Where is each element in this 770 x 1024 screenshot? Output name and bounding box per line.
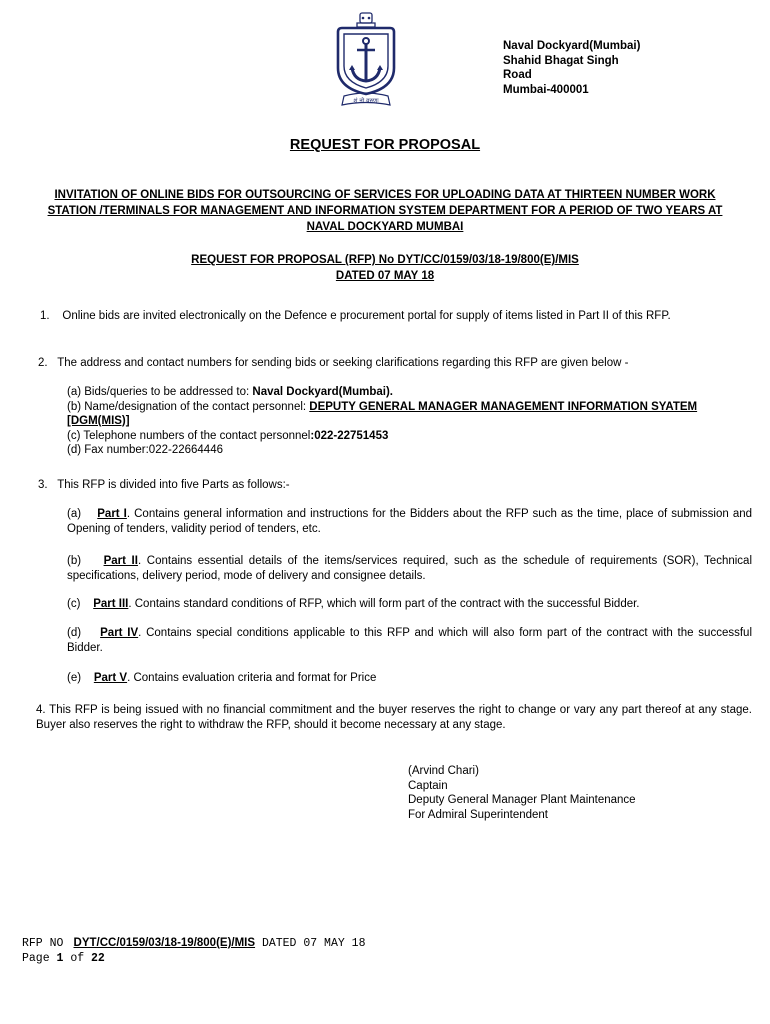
emblem-motto: शं नो वरुणः <box>353 97 379 105</box>
paragraph-number: 3. <box>38 479 48 491</box>
signatory-on-behalf: For Admiral Superintendent <box>408 808 548 821</box>
part-item-c: (c) Part III. Contains standard conditions of RFP, which will form part of the contract with the successful Bidder. <box>67 598 640 610</box>
address-line: Road <box>503 69 532 81</box>
part-item-a: (a) Part I. Contains general information and instructions for the Bidders about the RFP such as the time, place of submission and Opening of tenders, validity period of tenders, etc. <box>67 508 753 535</box>
paragraph-4: 4. This RFP is being issued with no financial commitment and the buyer reserves the right to change or vary any part thereof at any stage. Buyer also reserves the right to withdraw the RFP, should it become necessary at any stage. <box>36 704 752 731</box>
rfp-reference <box>0 252 770 284</box>
part-item-d: (d) Part IV. Contains special conditions applicable to this RFP and which will also form part of the contract with the successful Bidder. <box>67 627 752 654</box>
part-item-b: (b) Part II. Contains essential details of the items/services required, such as the schedule of requirements (SOR), Technical specifications, delivery period, mode of delivery and consignee details. <box>67 555 752 582</box>
address-line: Mumbai-400001 <box>503 83 589 96</box>
rfp-date: DATED 07 MAY 18 <box>335 270 435 282</box>
paragraph-1: 1. Online bids are invited electronically on the Defence e procurement portal for supply of items listed in Part II of this RFP. <box>40 310 671 322</box>
document-title: REQUEST FOR PROPOSAL <box>289 137 481 153</box>
paragraph-number: 1. <box>40 310 50 322</box>
footer-rfp-number: DYT/CC/0159/03/18-19/800(E)/MIS <box>73 937 256 949</box>
paragraph-3: 3. This RFP is divided into five Parts as follows:- <box>38 479 290 491</box>
contact-item: (c) Telephone numbers of the contact personnel:022-22751453 <box>67 429 389 442</box>
page-footer: RFP NO DYT/CC/0159/03/18-19/800(E)/MIS DATED 07 MAY 18 Page 1 of 22 <box>22 937 366 965</box>
page-number: 1 <box>56 952 64 965</box>
total-pages: 22 <box>91 952 105 965</box>
contact-item: (b) Name/designation of the contact personnel: DEPUTY GENERAL MANAGER MANAGEMENT INFORMATION SYATEM [DGM(MIS)] <box>67 400 698 427</box>
anchor-crest-icon <box>330 10 402 108</box>
signatory-name: (Arvind Chari) <box>408 765 479 777</box>
signature-block <box>408 764 636 822</box>
paragraph-number: 2. <box>38 357 48 369</box>
rfp-number: REQUEST FOR PROPOSAL (RFP) No DYT/CC/0159/03/18-19/800(E)/MIS <box>191 254 579 266</box>
naval-crest-logo <box>330 10 402 108</box>
paragraph-2: 2. The address and contact numbers for sending bids or seeking clarifications regarding this RFP are given below - <box>38 357 629 369</box>
contact-list <box>67 385 747 458</box>
invitation-heading: INVITATION OF ONLINE BIDS FOR OUTSOURCING OF SERVICES FOR UPLOADING DATA AT THIRTEEN NUMBER WORK STATION /TERMINALS FOR MANAGEMENT AND INFORMATION SYSTEM DEPARTMENT FOR A PERIOD OF TWO YEARS AT NAVAL DOCKYARD MUMBAI <box>47 189 723 233</box>
address-line: Naval Dockyard(Mumbai) <box>503 40 641 52</box>
signatory-rank: Captain <box>408 779 448 792</box>
address-line: Shahid Bhagat Singh <box>503 54 619 67</box>
office-address <box>503 39 640 97</box>
signatory-designation: Deputy General Manager Plant Maintenance <box>408 794 636 806</box>
contact-item: (a) Bids/queries to be addressed to: Naval Dockyard(Mumbai). <box>67 386 393 398</box>
contact-item: (d) Fax number:022-22664446 <box>67 444 223 456</box>
part-item-e: (e) Part V. Contains evaluation criteria and format for Price <box>67 672 377 684</box>
